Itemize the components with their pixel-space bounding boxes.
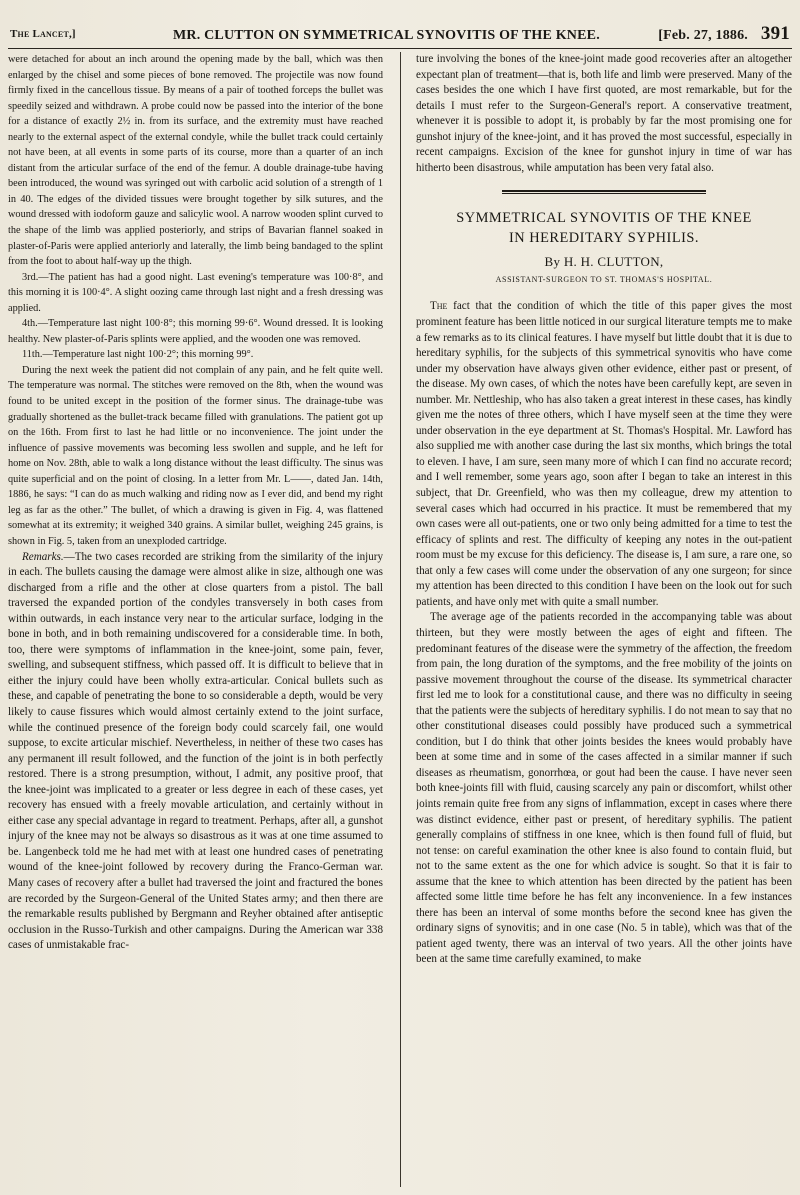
paragraph: 4th.—Temperature last night 100·8°; this morning 99·6°. Wound dressed. It is looking healthy. New plaster-of-Paris splints were applied, and the wooden one was removed. (8, 318, 383, 345)
issue-date: [Feb. 27, 1886. (658, 28, 748, 43)
paragraph: 11th.—Temperature last night 100·2°; this morning 99°. (22, 349, 254, 361)
article-title (416, 208, 792, 248)
left-column (8, 52, 383, 1187)
header-rule (8, 48, 792, 49)
running-header (10, 8, 790, 48)
author-byline: By H. H. CLUTTON, (544, 254, 664, 270)
author-affiliation: ASSISTANT-SURGEON TO ST. THOMAS'S HOSPITAL. (495, 274, 713, 284)
paragraph: ture involving the bones of the knee-joint made good recoveries after an altogether expectant plan of treatment—that is, both life and limb were preserved. Many of the cases besides the one which I have first quoted, are most remarkable, but for the details I must refer to the Surgeon-General's report. A conservative treatment, whenever it is possible to adopt it, is probably by far the most promising one for gunshot injury of the knee-joint, and it has proved the most successful, especially in recent campaigns. Excision of the knee for gunshot injury in time of war has hitherto been disastrous, while amputation has been very fatal also. (416, 53, 792, 174)
lead-word: The (430, 300, 448, 313)
intro-text: fact that the condition of which the title of this paper gives the most prominent feature has been little noticed in our surgical literature tempts me to make a few remarks as to its clinical features. I have myself but little doubt that it is due to hereditary syphilis, for the subjects of this symmetrical synovitis who have come under my observation have always given other evidence, either past or present, of the disease. My own cases, of which the notes have been carefully kept, are seven in number. Mr. Nettleship, who has also taken a great interest in these cases, has kindly given me the notes of three others, which I have myself seen at the time they were under observation in the eye department at St. Thomas's Hospital. Mr. Lawford has also supplied me with another case during the last six months, which brings the total to eleven. I have, I am sure, seen many more of which I can find no accurate record; and I well remember, some years ago, soon after I began to take an interest in this subject, that Dr. Greenfield, who was then my colleague, drew my attention to several cases which had occurred in his practice. It must be remembered that my own cases were all out-patients, one or two only being admitted for a time to test the efficacy of splints and rest. The difficulty of keeping any notes in the out-patient room must be my excuse for this deficiency. The disease is, I am sure, a rare one, so that only a few cases will come under the observation of any one surgeon; for since my attention has been directed to this condition I have been on the look out for such patients, and have only met with quite a small number. (416, 300, 792, 608)
page-number: 391 (760, 23, 790, 44)
remarks-text: —The two cases recorded are striking from the similarity of the injury in each. The bullets causing the damage were almost alike in size, although one was discharged from a rifle and the other at close quarters from a pistol. The ball traversed the expanded portion of the condyles transversely in both cases from within outwards, in each instance very near to the articular surface, lodging in the bone in both, and in both remaining undiscovered for a considerable time. In both, too, there were symptoms of inflammation in the knee-joint, some pain, fever, swelling, and subsequent stiffness, which passed off. It is difficult to believe that in either the injury could have been wholly extra-articular. Conical bullets such as these, and capable of penetrating the bone to so considerable a depth, would be very likely to cause fissures which would almost certainly extend to the joint surface, while the continued presence of the foreign body could scarcely fail, one would suppose, to excite articular mischief. Nevertheless, in neither of these two cases has any permanent ill result followed, and the function of the joint is in both perfectly restored. There is a strong presumption, without, I admit, any positive proof, that the knee-joint was implicated to a greater or less degree in each of these cases, yet recovery has ensued with a freely movable articulation, and certainly without in either case any special advantage in regard to treatment. Perhaps, after all, a gunshot injury of the knee may not be always so disastrous as it was at one time assumed to be. Langenbeck told me he had met with at least one hundred cases of penetrating wound of the knee-joint followed by recovery during the Franco-German war. Many cases of recovery after a bullet had traversed the joint and fractured the bones are recorded by the Surgeon-General of the United States army; and then there are the remarkable results published by Bergmann and Reyher obtained after antiseptic occlusion in the Russo-Turkish and other campaigns. During the American war 338 cases of unmistakable frac- (8, 550, 383, 952)
paragraph: were detached for about an inch around the opening made by the ball, which was then enlarged by the chisel and some pieces of bone removed. The projectile was now found firmly fixed in the cancellous tissue. By means of a pair of toothed forceps the bullet was speedily seized and withdrawn. A probe could now be passed into the interior of the bone for a distance of exactly 2½ in. from its surface, and the extremity must have reached nearly to the external aspect of the external condyle, while the bullet track could certainly not have been, at all events in some parts of its course, more than a quarter of an inch distant from the articular surface of the end of the femur. A double drainage-tube having been introduced, the wound was syringed out with carbolic acid solution of a strength of 1 in 40. The edges of the divided tissues were brought together by silk sutures, and the wound dressed with iodoform gauze and salicylic wool. A narrow wooden splint curved to the shape of the limb was applied posteriorly, and strips of Bavarian flannel soaked in plaster-of-Paris were applied anteriorly and laterally, the limb being bandaged to the splint from the foot to about half-way up the thigh. (8, 54, 383, 268)
column-divider (400, 52, 401, 1187)
remarks-paragraph (8, 550, 383, 954)
paragraph: 3rd.—The patient has had a good night. Last evening's temperature was 100·8°, and this morning it is 100·4°. A slight oozing came through last night and a fresh dressing was applied. (8, 271, 383, 314)
article-title-line: IN HEREDITARY SYPHILIS. (508, 230, 700, 247)
intro-paragraph (416, 299, 792, 610)
section-rule (502, 190, 706, 194)
journal-name: The Lancet,] (10, 28, 76, 40)
paragraph: During the next week the patient did not complain of any pain, and he felt quite well. The temperature was normal. The stitches were removed on the 8th, when the wound was found to be united except in the position of the former sinus. The drainage-tube was gradually shortened as the bullet-track became filled with granulations. The patient got up on the 16th. From first to last he had little or no inconvenience. The joint under the influence of passive movements was becoming less swollen and supple, and he left for home on Nov. 28th, able to walk a long distance without the least difficulty. The sinus was quite superficial and on the point of closing. In a letter from Mr. L——, dated Jan. 14th, 1886, he says: “I can do as much walking and riding now as I ever did, and bend my right leg as far as the other.” The bullet, of which a drawing is given in Fig. 4, was flattened somewhat at its extremity; it weighed 340 grains. A similar bullet, weighing 245 grains, is shown in Fig. 5, taken from an unexploded cartridge. (8, 364, 383, 547)
article-title-line: SYMMETRICAL SYNOVITIS OF THE KNEE (456, 210, 752, 227)
right-column (416, 52, 792, 1187)
running-title: MR. CLUTTON ON SYMMETRICAL SYNOVITIS OF THE KNEE. (173, 28, 600, 43)
paragraph: The average age of the patients recorded in the accompanying table was about thirteen, but they were mostly between the ages of eight and fifteen. The predominant features of the disease were the symmetry of the affection, the freedom from pain, the long duration of the symptoms, and the free mobility of the joints on passive movement throughout the course of the disease. Its symmetrical character first led me to look for a constitutional cause, and there was no difficulty in seeing that the patients were the subjects of hereditary syphilis. I do not mean to say that no other constitutional diseases could possibly have produced such a symmetrical condition, but I do think that other joints besides the knees would probably have been at some time and in some of the cases affected in a similar manner if such diseases as rheumatism, gonorrhœa, or gout had been the cause. I have never seen both knee-joints fill with fluid, causing scarcely any pain or discomfort, whilst other joints remain quite free from any signs of inflammation, except in cases where there was distinct evidence, either past or present, of hereditary syphilis. The patient generally complains of stiffness in one knee, which is then found full of fluid, but not tense: on careful examination the other knee is also found to contain fluid, but not to the same extent as the one for which advice is sought. So that it is fair to assume that the knee to which attention has been directed by the patient has been affected some little time before he has felt any inconvenience. In a few instances there has been an interval of some months before the second knee has given the ordinary signs of synovitis; and in one case (No. 5 in table), which was that of the patient aged twenty, there was an interval of two years. All the other joints have been at the same time carefully examined, to make (416, 611, 792, 966)
remarks-label: Remarks. (22, 550, 64, 563)
